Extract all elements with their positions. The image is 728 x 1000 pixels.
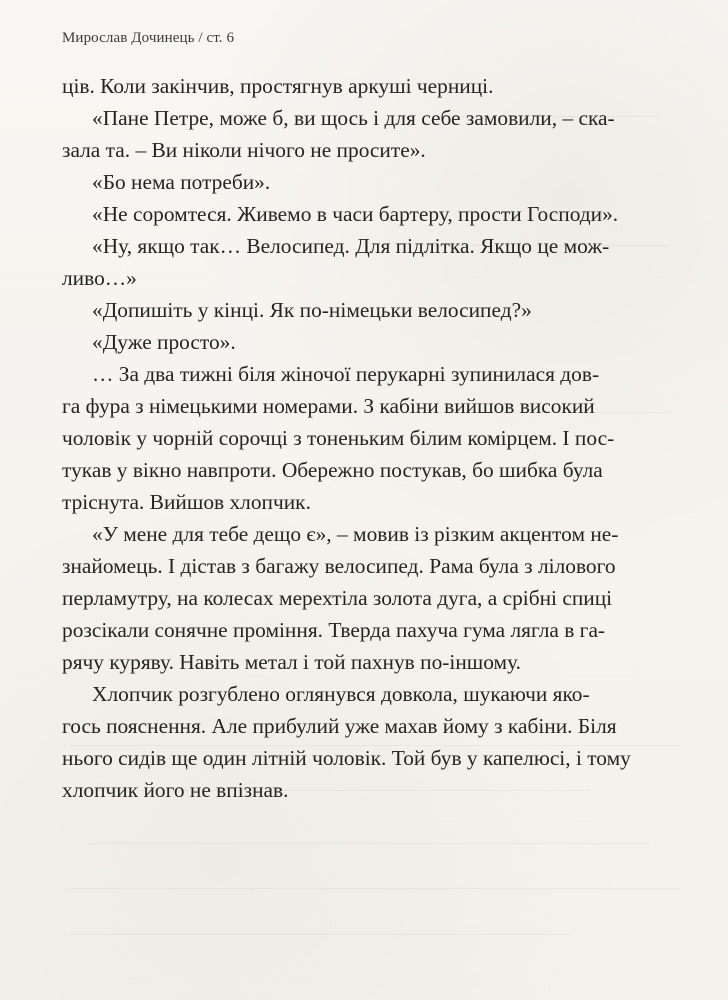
text-line: тріснута. Вийшов хлопчик. xyxy=(62,490,311,514)
text-line: хлопчик його не впізнав. xyxy=(62,778,289,802)
text-line: «Пане Петре, може б, ви щось і для себе замовили, – ска- xyxy=(92,106,615,130)
text-line: «Не соромтеся. Живемо в часи бартеру, прости Господи». xyxy=(92,202,619,226)
page-header: Мирослав Дочинець / ст. 6 xyxy=(62,30,235,46)
text-line: «Допишіть у кінці. Як по-німецьки велосипед?» xyxy=(92,298,532,322)
text-line: нього сидів ще один літній чоловік. Той був у капелюсі, і тому xyxy=(62,746,631,770)
text-line: … За два тижні біля жіночої перукарні зупинилася дов- xyxy=(92,362,600,386)
text-line: Хлопчик розгублено оглянувся довкола, шукаючи яко- xyxy=(92,682,590,706)
text-line: ливо…» xyxy=(62,266,137,290)
text-line: зала та. – Ви ніколи нічого не просите». xyxy=(62,138,426,162)
text-line: чоловік у чорній сорочці з тоненьким білим комірцем. І пос- xyxy=(62,426,615,450)
text-line: «Бо нема потреби». xyxy=(92,170,271,194)
text-line: цiв. Коли закінчив, простягнув аркуші черниці. xyxy=(62,74,494,98)
text-line: рячу куряву. Навіть метал і той пахнув по-іншому. xyxy=(62,650,521,674)
text-line: га фура з німецькими номерами. З кабіни вийшов високий xyxy=(62,394,595,418)
text-line: гось пояснення. Але прибулий уже махав йому з кабіни. Біля xyxy=(62,714,617,738)
text-line: «У мене для тебе дещо є», – мовив із різким акцентом не- xyxy=(92,522,619,546)
text-line: «Дуже просто». xyxy=(92,330,236,354)
text-line: знайомець. І дістав з багажу велосипед. Рама була з лілового xyxy=(62,554,616,578)
text-line: «Ну, якщо так… Велосипед. Для підлітка. Якщо це мож- xyxy=(92,234,610,258)
text-line: тукав у вікно навпроти. Обережно постукав, бо шибка була xyxy=(62,458,603,482)
text-line: розсікали сонячне проміння. Тверда пахуча гума лягла в га- xyxy=(62,618,606,642)
text-line: перламутру, на колесах мерехтіла золота дуга, а срібні спиці xyxy=(62,586,613,610)
